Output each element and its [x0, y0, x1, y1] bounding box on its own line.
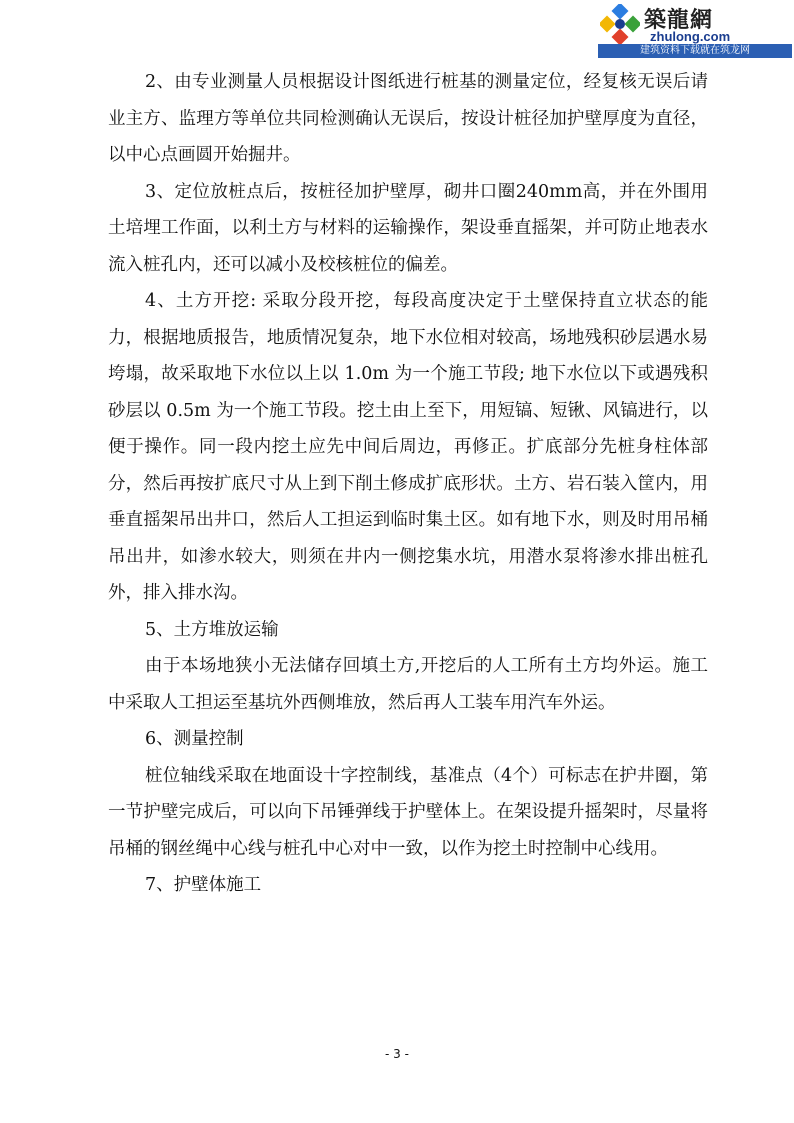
page-number: - 3 - — [385, 1047, 409, 1061]
paragraph-3: 3、定位放桩点后，按桩径加护壁厚，砌井口圈240mm高，并在外围用土培埋工作面，以利土方与材料的运输操作，架设垂直摇架，并可防止地表水流入桩孔内，还可以减小及校核桩位的偏差。 — [108, 181, 708, 275]
heading-5: 5、土方堆放运输 — [145, 619, 279, 640]
zhulong-logo — [598, 0, 794, 58]
paragraph-4: 4、土方开挖: 采取分段开挖，每段高度决定于土壁保持直立状态的能力，根据地质报告，地质情况复杂，地下水位相对较高，场地残积砂层遇水易垮塌，故采取地下水位以上以 1.0m 为一个施工节段; 地下水位以下或遇残积砂层以 0.5m 为一个施工节段。挖土由上至下，用短镐、短锹、风镐进行，以便于操作。同一段内挖土应先中间后周边，再修正。扩底部分先桩身柱体部分，然后再按扩底尺寸从上到下削土修成扩底形状。土方、岩石装入筐内，用垂直摇架吊出井口，然后人工担运到临时集土区。如有地下水，则及时用吊桶吊出井，如渗水较大，则须在井内一侧挖集水坑，用潜水泵将渗水排出桩孔外，排入排水沟。 — [108, 291, 708, 603]
document-body — [108, 64, 708, 904]
paragraph-2: 2、由专业测量人员根据设计图纸进行桩基的测量定位，经复核无误后请业主方、监理方等单位共同检测确认无误后，按设计桩径加护壁厚度为直径，以中心点画圆开始掘井。 — [108, 72, 708, 165]
heading-7: 7、护壁体施工 — [145, 875, 262, 895]
logo-url: zhulong.com — [650, 29, 731, 44]
snowflake-logo-icon — [600, 4, 640, 44]
heading-6: 6、测量控制 — [145, 729, 244, 749]
logo-name: 築龍網 — [644, 8, 714, 33]
paragraph-5-body: 由于本场地狭小无法储存回填土方,开挖后的人工所有土方均外运。施工中采取人工担运至基坑外西侧堆放，然后再人工装车用汽车外运。 — [108, 656, 708, 713]
paragraph-6-body: 桩位轴线采取在地面设十字控制线，基准点（4个）可标志在护井圈，第一节护壁完成后，可以向下吊锤弹线于护壁体上。在架设提升摇架时，尽量将吊桶的钢丝绳中心线与桩孔中心对中一致，以作为挖土时控制中心线用。 — [108, 765, 708, 859]
logo-slogan: 建筑资料下载就在筑龙网 — [598, 44, 792, 58]
